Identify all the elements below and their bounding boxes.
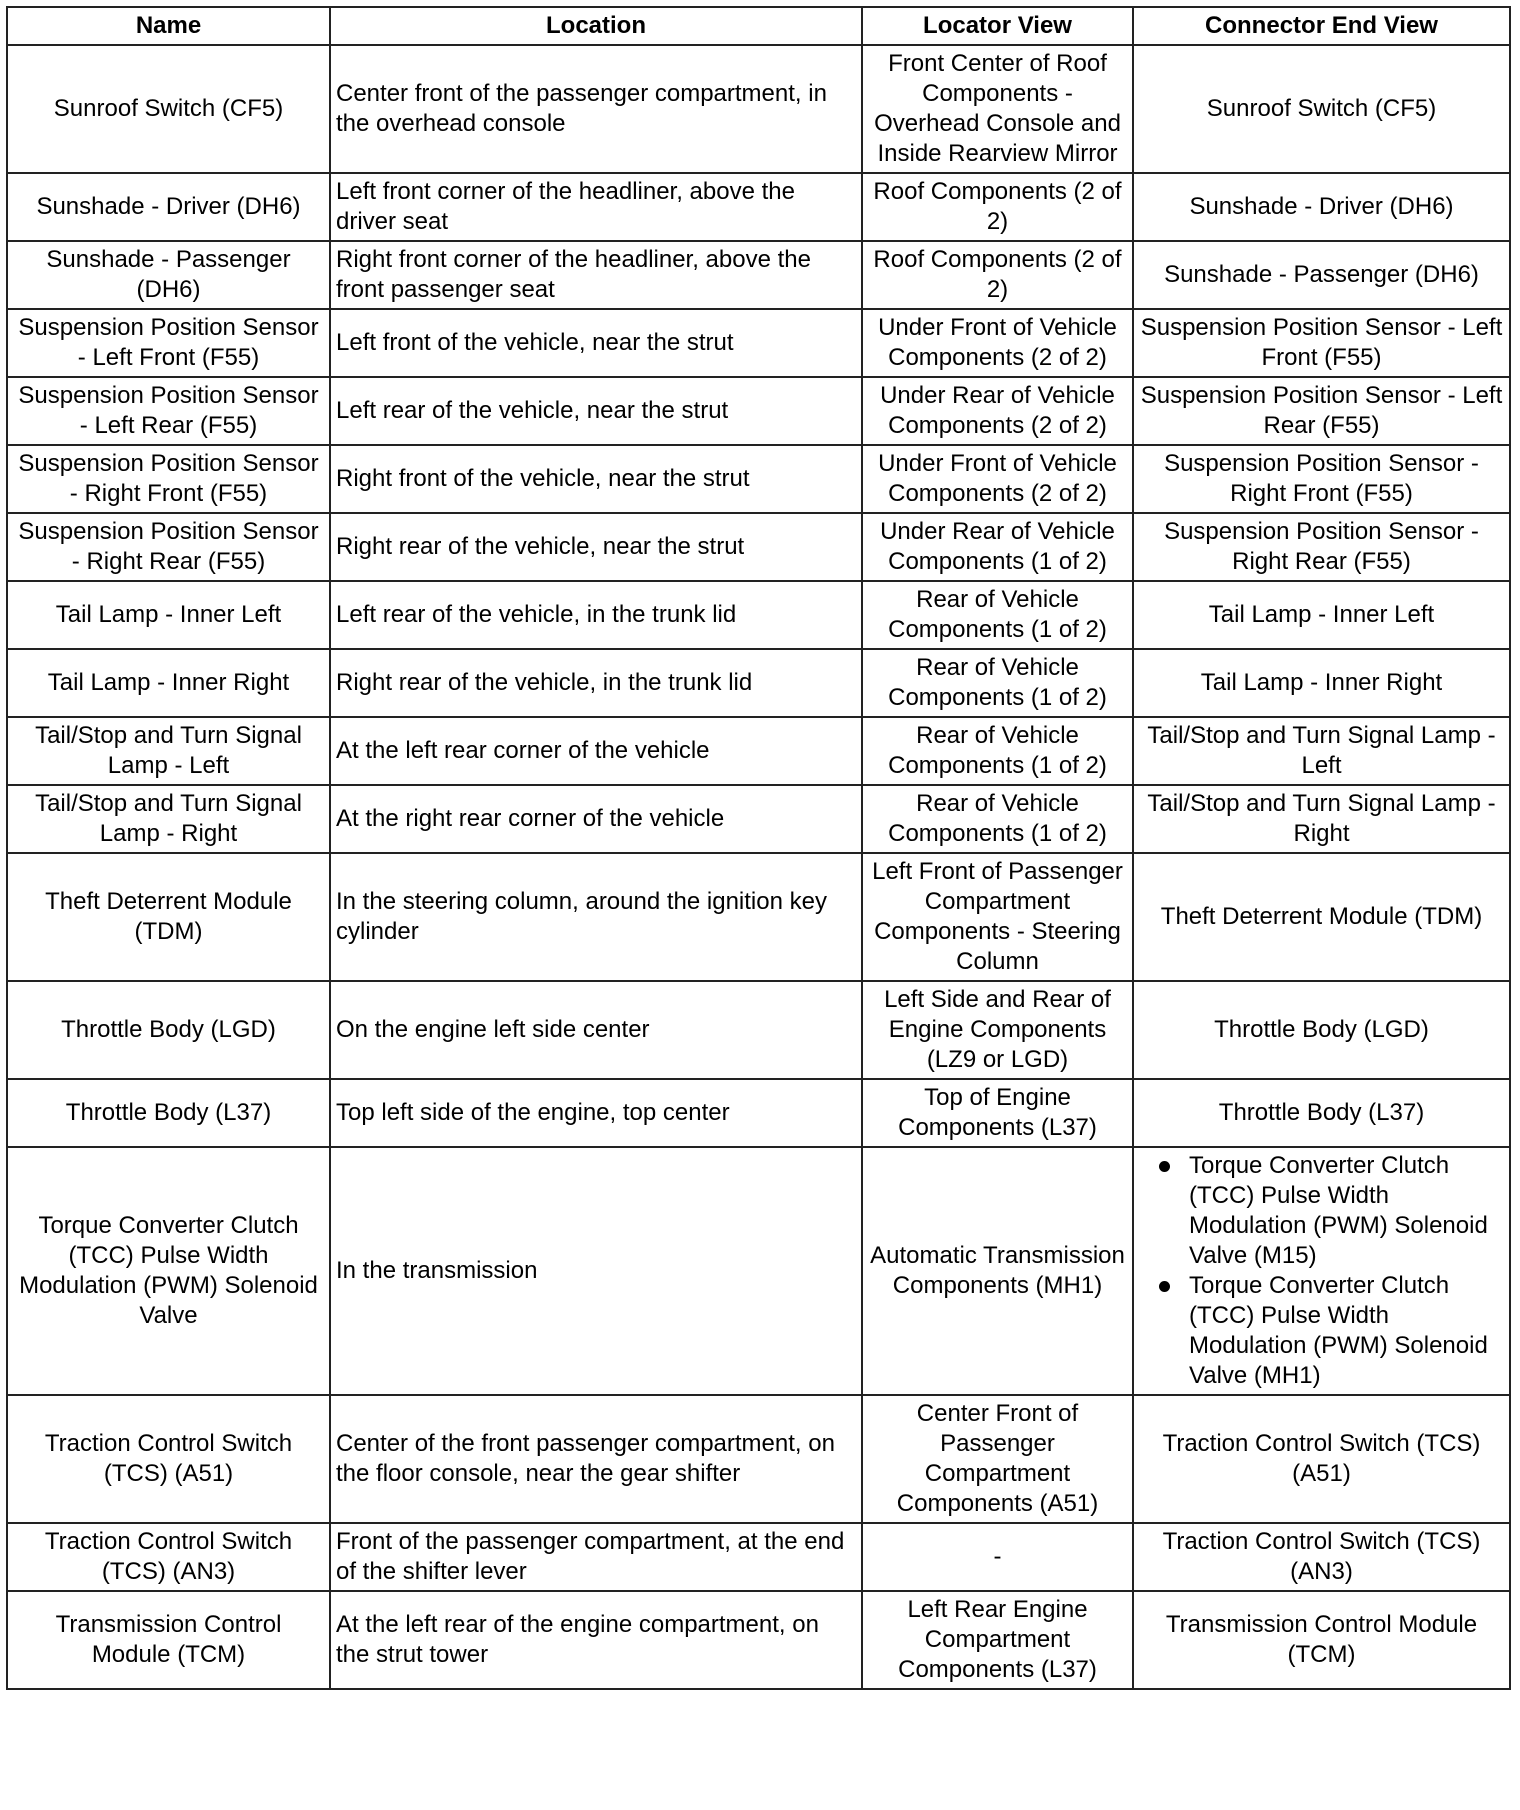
- cell-connector-end-view: Sunshade - Driver (DH6): [1133, 173, 1510, 241]
- cell-name: Throttle Body (L37): [7, 1079, 330, 1147]
- cell-name: Suspension Position Sensor - Right Front (F55): [7, 445, 330, 513]
- cell-connector-end-view: Suspension Position Sensor - Right Front (F55): [1133, 445, 1510, 513]
- connector-list-item: Torque Converter Clutch (TCC) Pulse Width Modulation (PWM) Solenoid Valve (MH1): [1139, 1271, 1504, 1391]
- cell-locator-view: Roof Components (2 of 2): [862, 173, 1133, 241]
- table-row: [7, 445, 1510, 513]
- cell-connector-end-view: Traction Control Switch (TCS) (A51): [1133, 1395, 1510, 1523]
- cell-locator-view: Left Side and Rear of Engine Components (LZ9 or LGD): [862, 981, 1133, 1079]
- cell-name: Sunshade - Passenger (DH6): [7, 241, 330, 309]
- cell-connector-end-view: Sunshade - Passenger (DH6): [1133, 241, 1510, 309]
- cell-locator-view: Left Rear Engine Compartment Components (L37): [862, 1591, 1133, 1689]
- cell-location: In the transmission: [330, 1147, 862, 1395]
- cell-locator-view: Under Front of Vehicle Components (2 of 2): [862, 309, 1133, 377]
- cell-location: Left front corner of the headliner, above the driver seat: [330, 173, 862, 241]
- cell-locator-view: Roof Components (2 of 2): [862, 241, 1133, 309]
- cell-location: Front of the passenger compartment, at the end of the shifter lever: [330, 1523, 862, 1591]
- cell-location: Left rear of the vehicle, in the trunk lid: [330, 581, 862, 649]
- cell-locator-view: Center Front of Passenger Compartment Components (A51): [862, 1395, 1133, 1523]
- cell-location: Center front of the passenger compartment, in the overhead console: [330, 45, 862, 173]
- table-row: [7, 853, 1510, 981]
- header-locator-view: Locator View: [862, 7, 1133, 45]
- table-row: [7, 1523, 1510, 1591]
- cell-location: At the left rear of the engine compartment, on the strut tower: [330, 1591, 862, 1689]
- cell-connector-end-view: Tail/Stop and Turn Signal Lamp - Right: [1133, 785, 1510, 853]
- cell-connector-end-view: Throttle Body (L37): [1133, 1079, 1510, 1147]
- table-row: [7, 513, 1510, 581]
- cell-locator-view: Front Center of Roof Components - Overhead Console and Inside Rearview Mirror: [862, 45, 1133, 173]
- cell-connector-end-view: Traction Control Switch (TCS) (AN3): [1133, 1523, 1510, 1591]
- table-row: [7, 717, 1510, 785]
- table-row: [7, 1591, 1510, 1689]
- cell-locator-view: Rear of Vehicle Components (1 of 2): [862, 581, 1133, 649]
- cell-connector-end-view: Tail Lamp - Inner Right: [1133, 649, 1510, 717]
- cell-location: Center of the front passenger compartment, on the floor console, near the gear shifter: [330, 1395, 862, 1523]
- table-row: [7, 1395, 1510, 1523]
- cell-name: Throttle Body (LGD): [7, 981, 330, 1079]
- table-row: [7, 581, 1510, 649]
- cell-connector-end-view: Throttle Body (LGD): [1133, 981, 1510, 1079]
- connector-list: [1139, 1151, 1504, 1391]
- cell-name: Tail/Stop and Turn Signal Lamp - Left: [7, 717, 330, 785]
- cell-name: Suspension Position Sensor - Left Rear (F55): [7, 377, 330, 445]
- table-body: [7, 45, 1510, 1689]
- cell-connector-end-view: Sunroof Switch (CF5): [1133, 45, 1510, 173]
- cell-name: Tail Lamp - Inner Right: [7, 649, 330, 717]
- cell-locator-view: Top of Engine Components (L37): [862, 1079, 1133, 1147]
- cell-connector-end-view: Tail/Stop and Turn Signal Lamp - Left: [1133, 717, 1510, 785]
- cell-connector-end-view: [1133, 1147, 1510, 1395]
- component-locator-table: [6, 6, 1511, 1690]
- cell-location: At the right rear corner of the vehicle: [330, 785, 862, 853]
- cell-locator-view: Rear of Vehicle Components (1 of 2): [862, 785, 1133, 853]
- header-connector-end-view: Connector End View: [1133, 7, 1510, 45]
- table-row: [7, 785, 1510, 853]
- cell-locator-view: Under Rear of Vehicle Components (1 of 2): [862, 513, 1133, 581]
- cell-connector-end-view: Theft Deterrent Module (TDM): [1133, 853, 1510, 981]
- cell-location: Right front of the vehicle, near the strut: [330, 445, 862, 513]
- table-row: [7, 649, 1510, 717]
- cell-name: Torque Converter Clutch (TCC) Pulse Width Modulation (PWM) Solenoid Valve: [7, 1147, 330, 1395]
- cell-connector-end-view: Transmission Control Module (TCM): [1133, 1591, 1510, 1689]
- table-row: [7, 981, 1510, 1079]
- cell-location: Left front of the vehicle, near the strut: [330, 309, 862, 377]
- connector-list-item: Torque Converter Clutch (TCC) Pulse Width Modulation (PWM) Solenoid Valve (M15): [1139, 1151, 1504, 1271]
- cell-location: Right front corner of the headliner, above the front passenger seat: [330, 241, 862, 309]
- cell-location: In the steering column, around the ignition key cylinder: [330, 853, 862, 981]
- header-name: Name: [7, 7, 330, 45]
- cell-locator-view: Under Rear of Vehicle Components (2 of 2): [862, 377, 1133, 445]
- table-row: [7, 1147, 1510, 1395]
- cell-name: Suspension Position Sensor - Left Front (F55): [7, 309, 330, 377]
- cell-connector-end-view: Tail Lamp - Inner Left: [1133, 581, 1510, 649]
- table-row: [7, 173, 1510, 241]
- cell-name: Transmission Control Module (TCM): [7, 1591, 330, 1689]
- cell-name: Suspension Position Sensor - Right Rear (F55): [7, 513, 330, 581]
- cell-name: Tail/Stop and Turn Signal Lamp - Right: [7, 785, 330, 853]
- cell-connector-end-view: Suspension Position Sensor - Left Front (F55): [1133, 309, 1510, 377]
- cell-location: Right rear of the vehicle, in the trunk lid: [330, 649, 862, 717]
- cell-name: Traction Control Switch (TCS) (AN3): [7, 1523, 330, 1591]
- cell-location: On the engine left side center: [330, 981, 862, 1079]
- cell-location: Right rear of the vehicle, near the strut: [330, 513, 862, 581]
- cell-location: Top left side of the engine, top center: [330, 1079, 862, 1147]
- table-row: [7, 1079, 1510, 1147]
- table-row: [7, 377, 1510, 445]
- cell-locator-view: Under Front of Vehicle Components (2 of 2): [862, 445, 1133, 513]
- header-row: [7, 7, 1510, 45]
- cell-name: Sunroof Switch (CF5): [7, 45, 330, 173]
- table-row: [7, 309, 1510, 377]
- cell-name: Traction Control Switch (TCS) (A51): [7, 1395, 330, 1523]
- cell-locator-view: Left Front of Passenger Compartment Components - Steering Column: [862, 853, 1133, 981]
- header-location: Location: [330, 7, 862, 45]
- cell-locator-view: -: [862, 1523, 1133, 1591]
- cell-location: Left rear of the vehicle, near the strut: [330, 377, 862, 445]
- table-row: [7, 45, 1510, 173]
- table-row: [7, 241, 1510, 309]
- cell-locator-view: Automatic Transmission Components (MH1): [862, 1147, 1133, 1395]
- cell-locator-view: Rear of Vehicle Components (1 of 2): [862, 717, 1133, 785]
- cell-name: Tail Lamp - Inner Left: [7, 581, 330, 649]
- cell-name: Sunshade - Driver (DH6): [7, 173, 330, 241]
- cell-connector-end-view: Suspension Position Sensor - Right Rear (F55): [1133, 513, 1510, 581]
- cell-name: Theft Deterrent Module (TDM): [7, 853, 330, 981]
- cell-connector-end-view: Suspension Position Sensor - Left Rear (F55): [1133, 377, 1510, 445]
- cell-locator-view: Rear of Vehicle Components (1 of 2): [862, 649, 1133, 717]
- cell-location: At the left rear corner of the vehicle: [330, 717, 862, 785]
